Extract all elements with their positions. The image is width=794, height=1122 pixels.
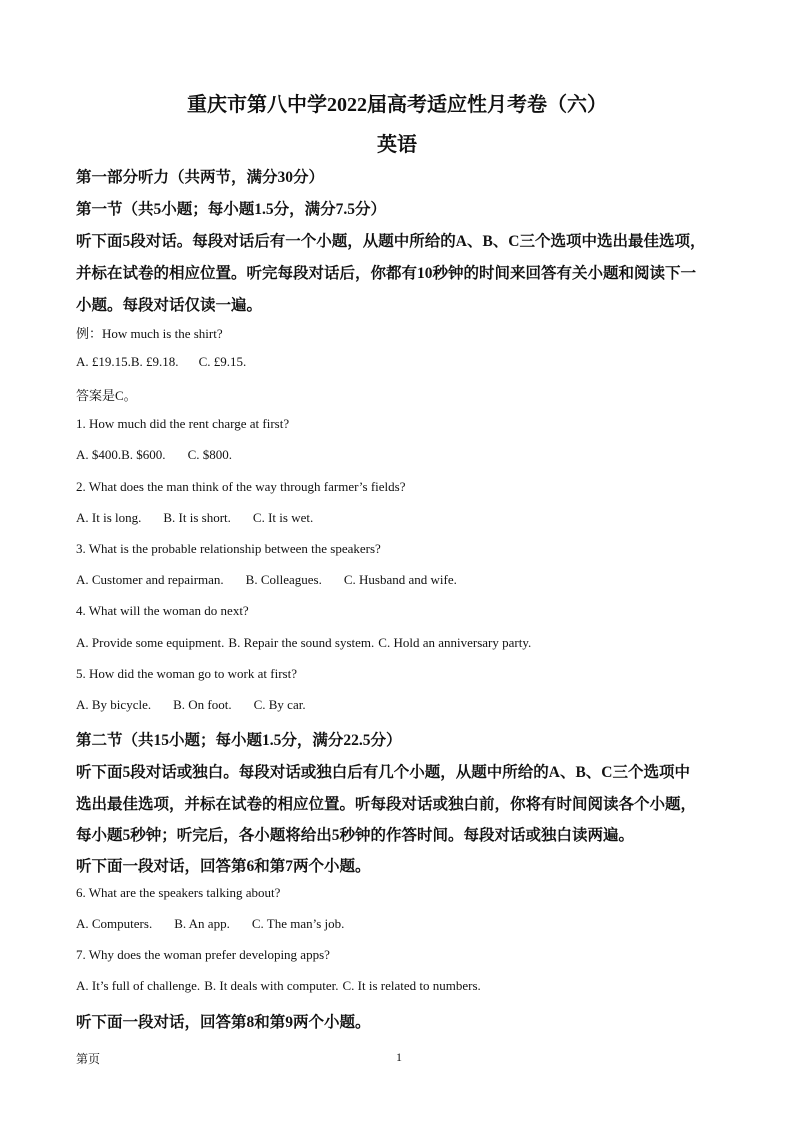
option-b: B. It is short.: [163, 510, 231, 525]
example-question: 例：How much is the shirt?: [76, 326, 223, 341]
option-c: C. Husband and wife.: [343, 572, 457, 587]
section1-instruction-line: 并标在试卷的相应位置。听完每段对话后，你都有10秒钟的时间来回答有关小题和阅读下一: [76, 265, 697, 282]
option-b: B. It deals with computer.: [204, 978, 339, 993]
question-5: 5. How did the woman go to work at first?: [76, 666, 297, 681]
option-c: C. It is related to numbers.: [342, 978, 481, 993]
option-b: B. Colleagues.: [245, 572, 322, 587]
question-7: 7. Why does the woman prefer developing apps?: [76, 947, 330, 962]
section2-instruction-line: 听下面5段对话或独白。每段对话或独白后有几个小题，从题中所给的A、B、C三个选项中: [76, 764, 690, 781]
page-title: 重庆市第八中学2022届高考适应性月考卷（六）: [187, 94, 607, 116]
option-c: C. The man’s job.: [251, 916, 345, 931]
question-5-options: [76, 697, 306, 713]
dialog-8-9-heading: 听下面一段对话，回答第8和第9两个小题。: [76, 1014, 371, 1031]
section2-instruction-line: 选出最佳选项，并标在试卷的相应位置。听每段对话或独白前，你将有时间阅读各个小题，: [76, 796, 697, 813]
option-a: A. It’s full of challenge.: [76, 978, 201, 993]
example-option-a: A. £19.15.: [76, 354, 131, 369]
question-2: 2. What does the man think of the way through farmer’s fields?: [76, 479, 406, 494]
question-3: 3. What is the probable relationship between the speakers?: [76, 541, 381, 556]
option-b: B. An app.: [174, 916, 230, 931]
question-3-options: [76, 572, 457, 588]
option-a: A. Customer and repairman.: [76, 572, 224, 587]
option-a: A. Provide some equipment.: [76, 635, 225, 650]
example-option-c: C. £9.15.: [198, 354, 247, 369]
option-b: B. Repair the sound system.: [228, 635, 375, 650]
option-a: A. By bicycle.: [76, 697, 152, 712]
option-b: B. $600.: [121, 447, 166, 462]
question-6-options: [76, 916, 344, 932]
section1-instruction-line: 听下面5段对话。每段对话后有一个小题，从题中所给的A、B、C三个选项中选出最佳选项，: [76, 233, 706, 250]
section2-heading: 第二节（共15小题；每小题1.5分，满分22.5分）: [76, 732, 402, 749]
page-subtitle: 英语: [377, 134, 417, 156]
option-c: C. Hold an anniversary party.: [378, 635, 532, 650]
option-b: B. On foot.: [173, 697, 232, 712]
option-a: A. It is long.: [76, 510, 142, 525]
option-a: A. $400.: [76, 447, 122, 462]
option-c: C. By car.: [253, 697, 306, 712]
dialog-6-7-heading: 听下面一段对话，回答第6和第7两个小题。: [76, 858, 371, 875]
option-a: A. Computers.: [76, 916, 153, 931]
example-option-b: B. £9.18.: [130, 354, 179, 369]
question-4: 4. What will the woman do next?: [76, 603, 249, 618]
question-2-options: [76, 510, 313, 526]
question-1-options: [76, 447, 232, 463]
question-1: 1. How much did the rent charge at first?: [76, 416, 290, 431]
option-c: C. It is wet.: [252, 510, 314, 525]
option-c: C. $800.: [187, 447, 232, 462]
section1-instruction-line: 小题。每段对话仅读一遍。: [76, 297, 263, 314]
question-4-options: [76, 635, 531, 651]
section2-instruction-line: 每小题5秒钟；听完后，各小题将给出5秒钟的作答时间。每段对话或独白读两遍。: [76, 827, 635, 844]
example-options: [76, 354, 246, 370]
section1-heading: 第一节（共5小题；每小题1.5分，满分7.5分）: [76, 201, 387, 218]
footer-page-label: 第页: [76, 1052, 101, 1066]
example-answer: 答案是C。: [76, 388, 137, 403]
question-7-options: [76, 978, 481, 994]
footer-page-number: 1: [396, 1050, 402, 1064]
question-6: 6. What are the speakers talking about?: [76, 885, 281, 900]
part1-heading: 第一部分听力（共两节，满分30分）: [76, 169, 325, 186]
